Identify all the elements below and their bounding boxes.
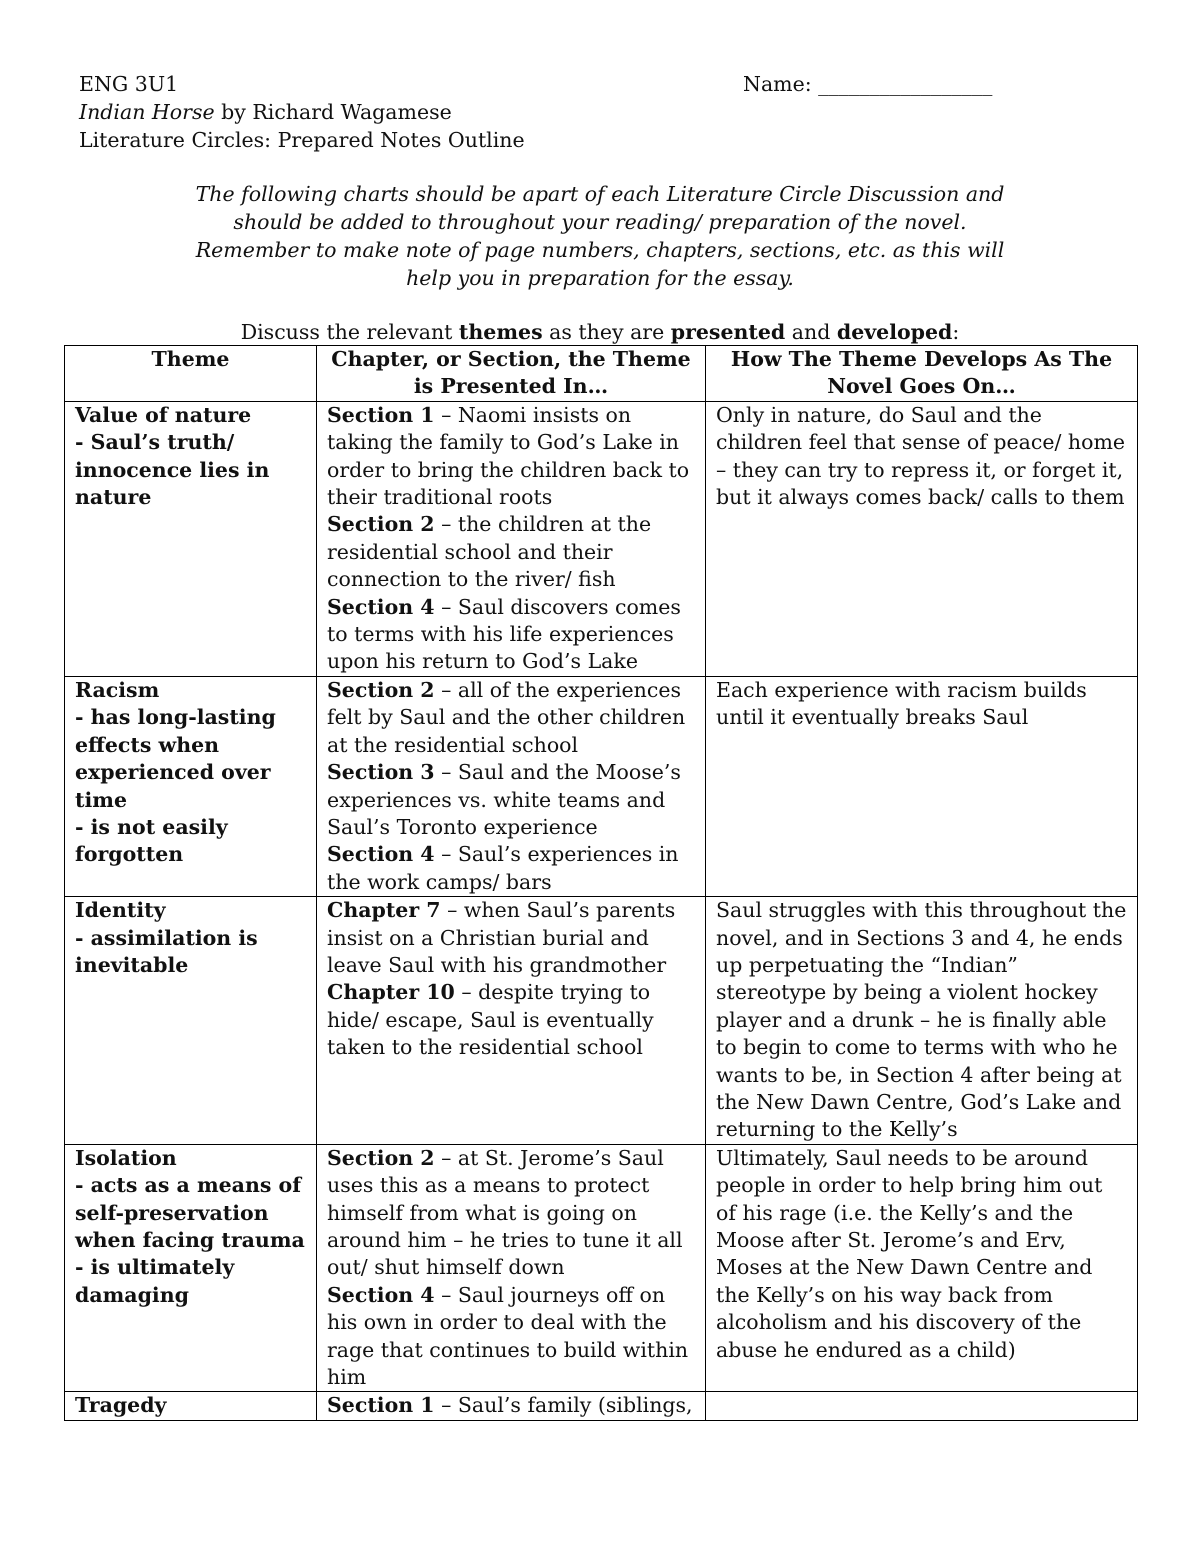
section-text: – Saul’s family (siblings, (434, 1393, 693, 1418)
theme-subpoint: - Saul’s truth/ innocence lies in nature (75, 430, 270, 510)
section-entry (327, 979, 696, 1061)
section-text: – at St. Jerome’s Saul uses this as a means to protect himself from what is going on around him – he tries to tune it all out/ shut himself down (327, 1145, 683, 1280)
theme-cell (65, 401, 317, 676)
section-entry (327, 402, 696, 512)
section-entry (327, 1282, 696, 1392)
section-text: – Saul journeys off on his own in order to deal with the rage that continues to build within him (327, 1282, 689, 1390)
section-text: – the children at the residential school and their connection to the river/ fish (327, 512, 652, 592)
section-label: Section 1 (327, 402, 435, 427)
table-row (65, 1144, 1138, 1392)
section-text: – Saul and the Moose’s experiences vs. white teams and Saul’s Toronto experience (327, 760, 681, 839)
section-entry (327, 1392, 696, 1419)
themes-table (64, 345, 1138, 1421)
book-author: by Richard Wagamese (214, 100, 452, 124)
section-text: – Naomi insists on taking the family to God’s Lake in order to bring the children back to their traditional roots (327, 402, 690, 510)
section-label: Section 2 (327, 512, 435, 537)
prompt-text: : (952, 320, 960, 344)
section-label: Section 1 (327, 1393, 435, 1418)
name-field: Name: _________________ (743, 72, 993, 96)
theme-cell (65, 1392, 317, 1420)
table-row (65, 401, 1138, 676)
prompt-bold-themes: themes (458, 320, 543, 344)
prompt-text: and (785, 320, 837, 344)
section-label: Section 4 (327, 594, 435, 619)
theme-title: Racism (75, 677, 160, 702)
section-cell (317, 897, 706, 1145)
theme-cell (65, 897, 317, 1145)
section-entry (327, 841, 696, 896)
section-label: Section 4 (327, 842, 435, 867)
section-cell (317, 1392, 706, 1420)
theme-title: Identity (75, 898, 166, 923)
section-entry (327, 897, 696, 979)
section-label: Section 3 (327, 760, 435, 785)
development-cell: Each experience with racism builds until it eventually breaks Saul (706, 676, 1138, 896)
document-subtitle: Literature Circles: Prepared Notes Outline (79, 128, 525, 152)
section-entry (327, 511, 696, 593)
theme-subpoint: - acts as a means of self-preservation when facing trauma (75, 1173, 305, 1252)
theme-subpoint: - assimilation is inevitable (75, 925, 258, 977)
theme-subpoint: - is not easily forgotten (75, 814, 228, 867)
prompt-bold-developed: developed (836, 320, 953, 344)
table-prompt (64, 318, 1136, 346)
prompt-text: as they are (542, 320, 671, 344)
section-text: – all of the experiences felt by Saul and the other children at the residential school (327, 677, 686, 757)
header-chapter-section: Chapter, or Section, the Theme is Presented In… (317, 346, 706, 402)
document-header (79, 70, 999, 154)
section-entry (327, 1145, 696, 1282)
theme-title: Tragedy (75, 1393, 167, 1418)
section-entry (327, 594, 696, 676)
development-cell (706, 1392, 1138, 1420)
section-text: – Saul discovers comes to terms with his life experiences upon his return to God’s Lake (327, 594, 681, 674)
section-cell (317, 401, 706, 676)
table-row (65, 676, 1138, 896)
book-title: Indian Horse (79, 100, 215, 124)
section-label: Section 2 (327, 1145, 435, 1170)
header-theme: Theme (65, 346, 317, 402)
development-cell: Only in nature, do Saul and the children feel that sense of peace/ home – they can try to repress it, or forget it, but it always comes back/ calls to them (706, 401, 1138, 676)
development-cell: Ultimately, Saul needs to be around people in order to help bring him out of his rage (i.e. the Kelly’s and the Moose after St. Jerome’s and Erv, Moses at the New Dawn Centre and the Kelly’s on his way back from alcoholism and his discovery of the abuse he endured as a child) (706, 1144, 1138, 1392)
theme-title: Value of nature (75, 402, 252, 427)
section-label: Chapter 10 (327, 980, 455, 1005)
header-development: How The Theme Develops As The Novel Goes On… (706, 346, 1138, 402)
section-cell (317, 1144, 706, 1392)
table-header-row (65, 346, 1138, 402)
section-label: Chapter 7 (327, 898, 441, 923)
prompt-bold-presented: presented (670, 320, 786, 344)
header-line-2 (79, 98, 999, 126)
section-label: Section 2 (327, 677, 435, 702)
theme-cell (65, 1144, 317, 1392)
section-entry (327, 759, 696, 841)
section-text: – Saul’s experiences in the work camps/ bars (327, 842, 679, 894)
section-entry (327, 677, 696, 759)
theme-subpoint: - is ultimately damaging (75, 1255, 235, 1307)
section-label: Section 4 (327, 1282, 435, 1307)
table-row (65, 1392, 1138, 1420)
section-cell (317, 676, 706, 896)
course-code: ENG 3U1 (79, 72, 179, 96)
table-body (65, 401, 1138, 1420)
section-text: – despite trying to hide/ escape, Saul is eventually taken to the residential school (327, 980, 654, 1060)
theme-subpoint: - has long-lasting effects when experienced over time (75, 705, 276, 812)
prompt-text: Discuss the relevant (240, 320, 459, 344)
section-text: – when Saul’s parents insist on a Christian burial and leave Saul with his grandmother (327, 898, 676, 977)
header-line-1 (79, 70, 999, 98)
development-cell: Saul struggles with this throughout the novel, and in Sections 3 and 4, he ends up perpetuating the “Indian” stereotype by being a violent hockey player and a drunk – he is finally able to begin to come to terms with who he wants to be, in Section 4 after being at the New Dawn Centre, God’s Lake and returning to the Kelly’s (706, 897, 1138, 1145)
table-row (65, 897, 1138, 1145)
theme-cell (65, 676, 317, 896)
theme-title: Isolation (75, 1145, 177, 1170)
intro-instructions: The following charts should be apart of each Literature Circle Discussion and should be added to throughout your reading/ preparation of the novel. Remember to make note of page numbers, chapters, sections, etc. as this will help you in preparation for the essay. (195, 182, 1005, 290)
